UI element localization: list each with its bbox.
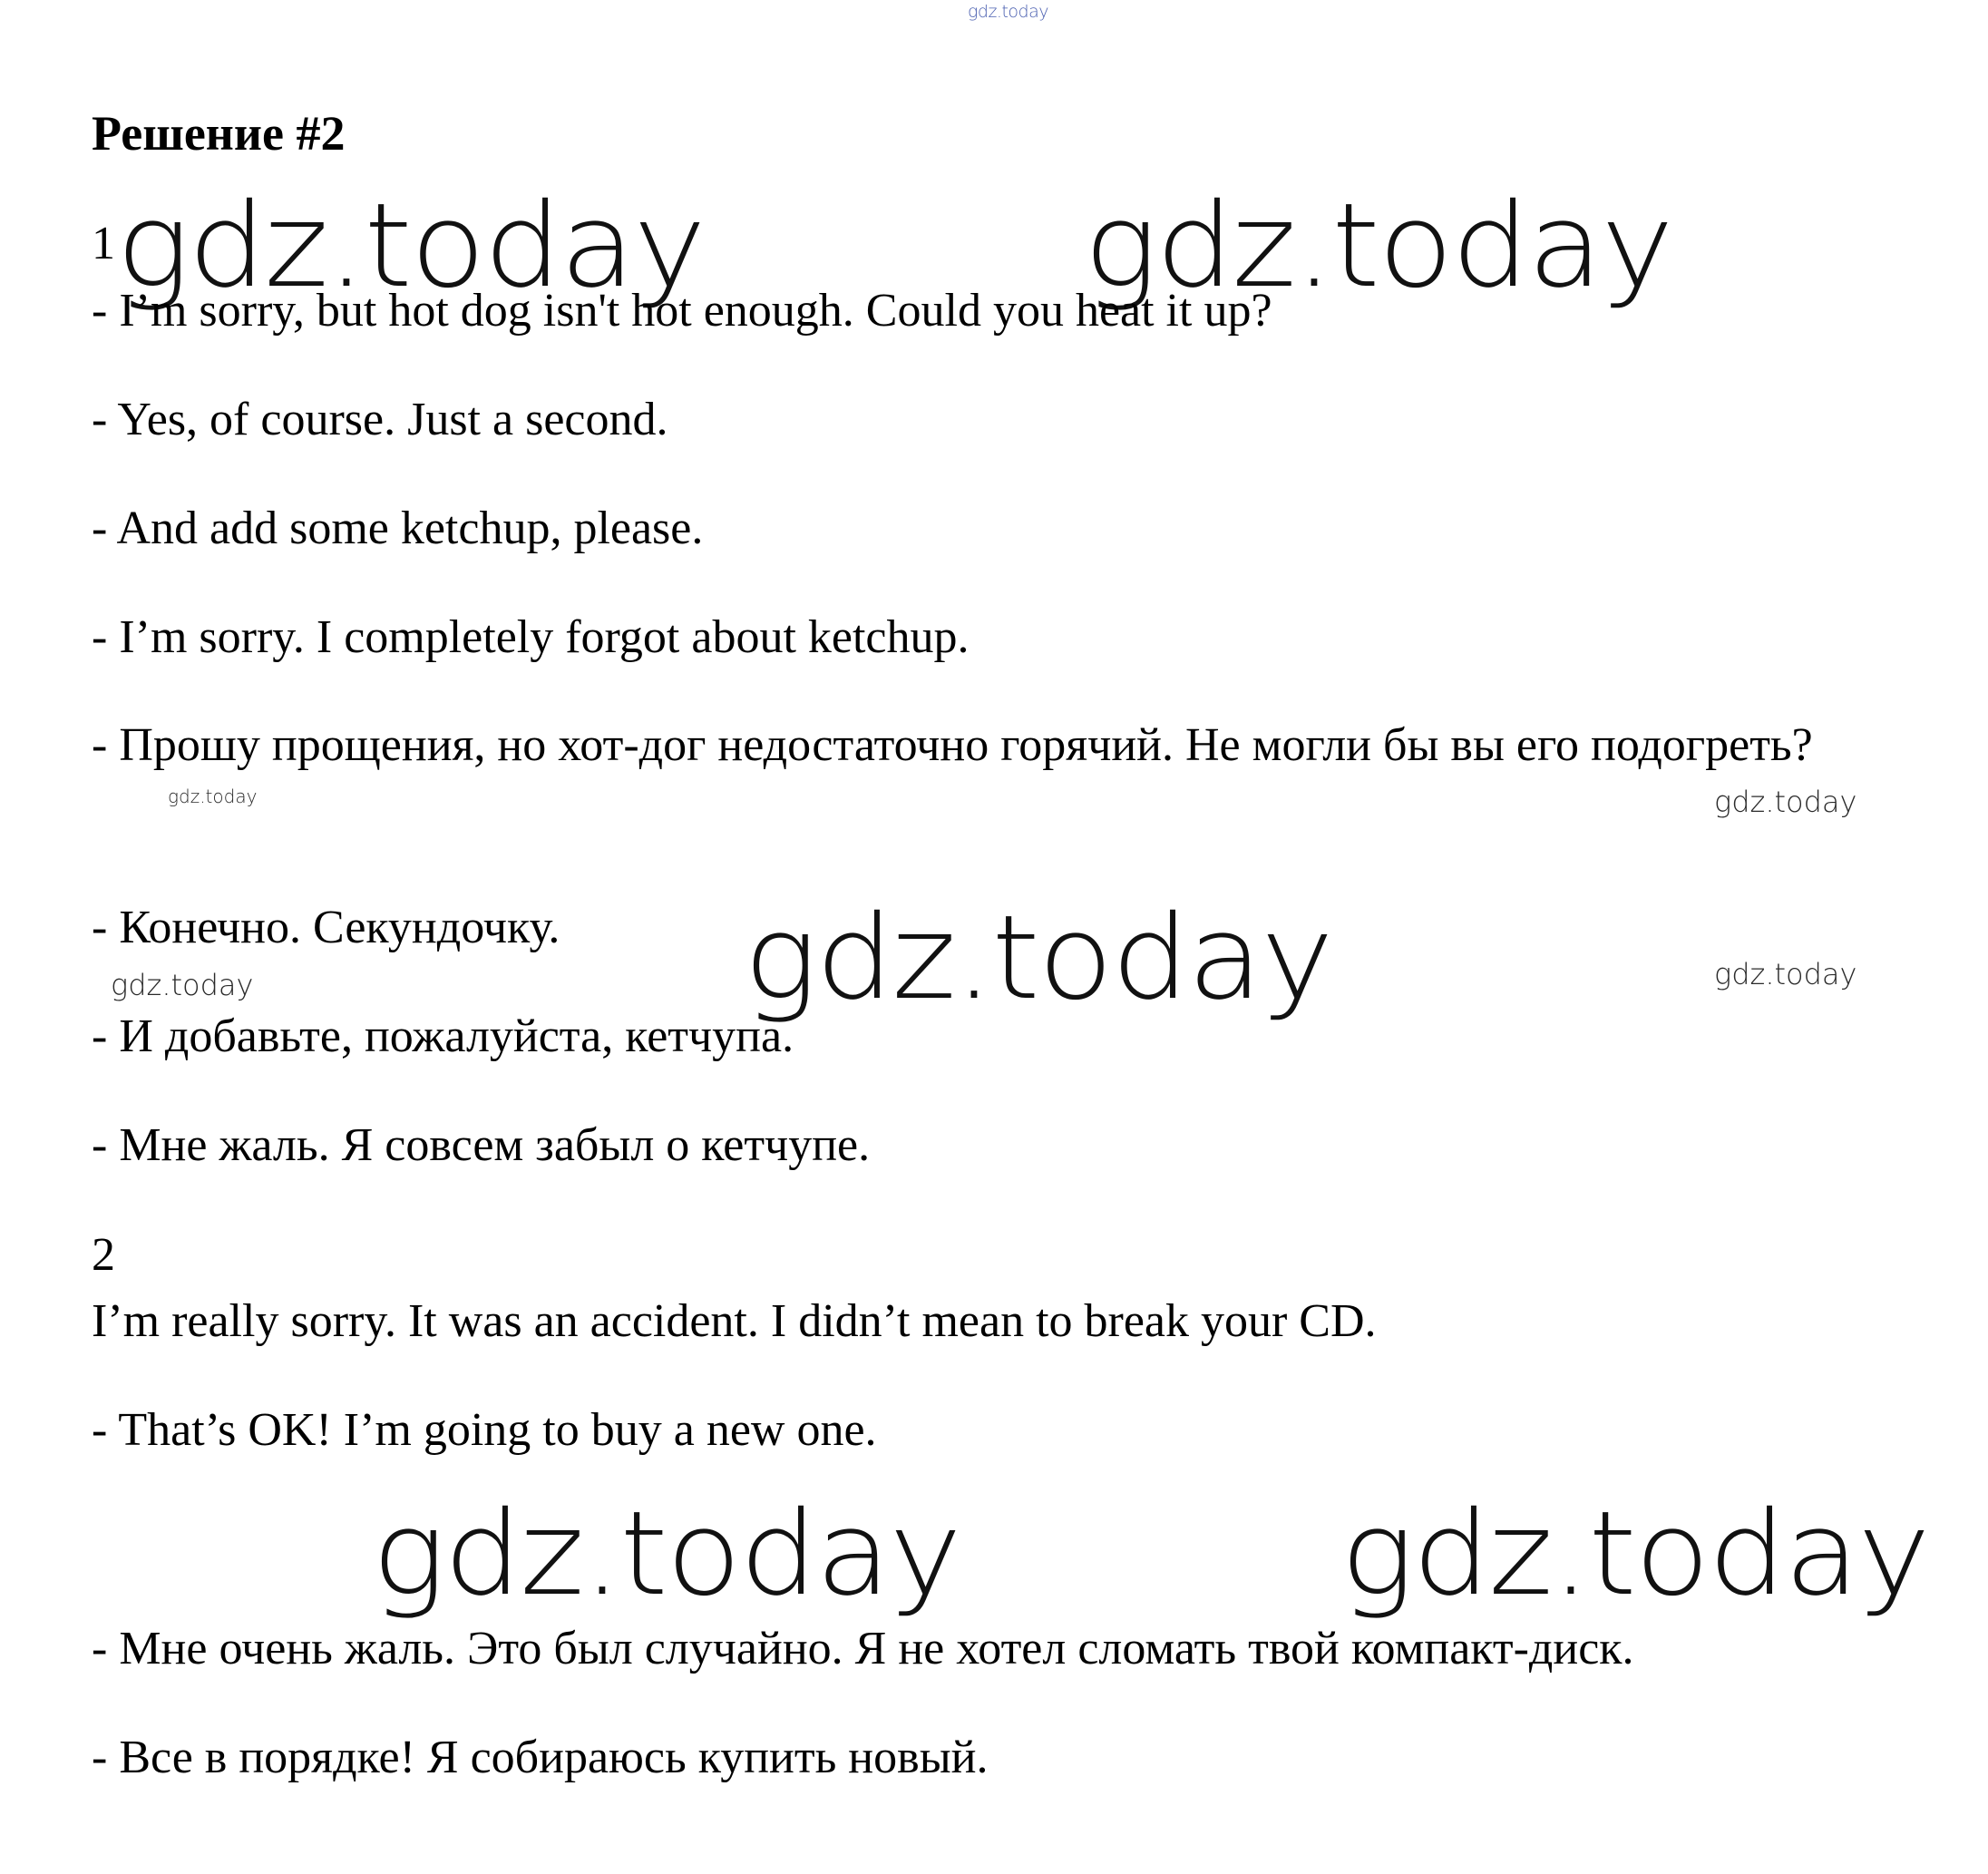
section-number: 1 [92,218,115,269]
dialogue-line: - I’m sorry. I completely forgot about ketchup. [92,611,970,663]
dialogue-line: - And add some ketchup, please. [92,503,704,554]
dialogue-line: - Прошу прощения, но хот-дог недостаточно горячий. Не могли бы вы его подогреть? [92,719,1813,771]
watermark-small: gdz.today [1714,957,1857,991]
watermark-large: gdz.today [1084,179,1672,314]
dialogue-line: - Все в порядке! Я собираюсь купить новый. [92,1732,989,1783]
watermark-top: gdz.today [968,2,1048,22]
dialogue-line: I’m really sorry. It was an accident. I didn’t mean to break your CD. [92,1295,1377,1347]
dialogue-line: - That’s OK! I’m going to buy a new one. [92,1404,877,1456]
watermark-large: gdz.today [1340,1487,1929,1622]
watermark-small: gdz.today [111,968,254,1002]
page-title: Решение #2 [92,106,346,161]
section-number: 2 [92,1229,115,1281]
dialogue-line: - Мне очень жаль. Это был случайно. Я не хотел сломать твой компакт-диск. [92,1623,1634,1674]
dialogue-line: - Yes, of course. Just a second. [92,394,668,445]
watermark-large: gdz.today [744,891,1332,1026]
dialogue-line: - Мне жаль. Я совсем забыл о кетчупе. [92,1119,871,1171]
watermark-large: gdz.today [116,179,705,314]
dialogue-line: - И добавьте, пожалуйста, кетчупа. [92,1010,794,1062]
dialogue-line: - I’m sorry, but hot dog isn't hot enough. Could you heat it up? [92,285,1272,337]
watermark-large: gdz.today [372,1487,960,1622]
dialogue-line: - Конечно. Секундочку. [92,902,560,953]
watermark-small: gdz.today [168,786,258,807]
watermark-small: gdz.today [1714,785,1857,819]
